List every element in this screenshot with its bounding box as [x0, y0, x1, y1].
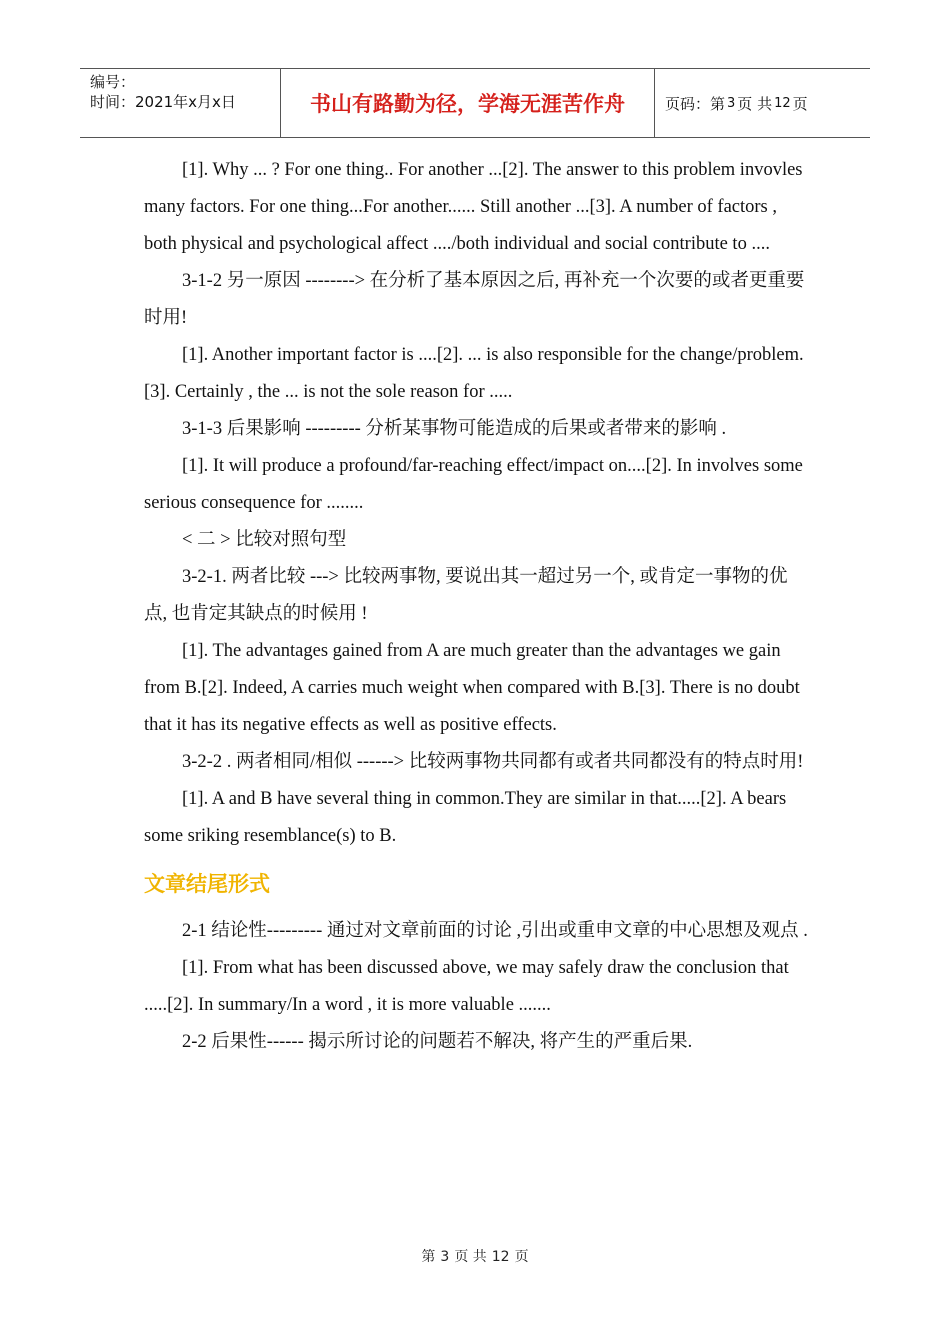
paragraph: 3-2-1. 两者比较 ---> 比较两事物, 要说出其一超过另一个, 或肯定一事物的优点, 也肯定其缺点的时候用 ! [144, 567, 788, 624]
footer-mid: 页 共 [454, 1249, 487, 1265]
paragraph: 3-1-3 后果影响 --------- 分析某事物可能造成的后果或者带来的影响 . [182, 419, 727, 439]
footer-total: 12 [491, 1249, 510, 1265]
page-suffix: 页 [792, 94, 808, 113]
footer-suffix: 页 [514, 1249, 529, 1265]
paragraph: 2-2 后果性------ 揭示所讨论的问题若不解决, 将产生的严重后果. [182, 1032, 693, 1052]
paragraph: 3-1-2 另一原因 --------> 在分析了基本原因之后, 再补充一个次要的或者更重要时用! [144, 271, 805, 328]
page-mid: 页 共 [737, 94, 773, 113]
section-heading: 文章结尾形式 [144, 872, 270, 896]
header-page-number [655, 69, 870, 137]
paragraph: 2-1 结论性--------- 通过对文章前面的讨论 ,引出或重申文章的中心思想及观点 . [182, 921, 808, 941]
document-body [144, 152, 810, 1061]
header-motto: 书山有路勤为径，学海无涯苦作舟 [281, 69, 655, 137]
paragraph: [1]. Why ... ? For one thing.. For another ...[2]. The answer to this problem invovles many factors. For one thing...For another...... Still another ...[3]. A number of factors , both physical and psychological affect ..../both individual and social contribute to .... [144, 160, 803, 254]
footer-prefix: 第 [421, 1249, 436, 1265]
paragraph: [1]. From what has been discussed above, we may safely draw the conclusion that .....[2]. In summary/In a word , it is more valuable ....... [144, 958, 789, 1015]
paragraph: [1]. The advantages gained from A are much greater than the advantages we gain from B.[2]. Indeed, A carries much weight when compared with B.[3]. There is no doubt that it has its negative effects as well as positive effects. [144, 641, 800, 735]
page-current: 3 [727, 95, 736, 111]
paragraph: [1]. Another important factor is ....[2]. ... is also responsible for the change/problem.[3]. Certainly , the ... is not the sole reason for ..... [144, 345, 804, 402]
paragraph: < 二 > 比较对照句型 [182, 530, 347, 550]
serial-label: 编号： [90, 73, 136, 91]
paragraph: [1]. It will produce a profound/far-reaching effect/impact on....[2]. In involves some serious consequence for ........ [144, 456, 803, 513]
page-prefix: 页码：第 [665, 94, 726, 113]
page-total: 12 [774, 95, 791, 111]
page-footer [0, 1246, 950, 1266]
paragraph: [1]. A and B have several thing in common.They are similar in that.....[2]. A bears some sriking resemblance(s) to B. [144, 789, 787, 846]
paragraph: 3-2-2 . 两者相同/相似 ------> 比较两事物共同都有或者共同都没有的特点时用! [182, 752, 804, 772]
header-meta [80, 69, 281, 137]
page-header [80, 68, 870, 138]
footer-current: 3 [440, 1249, 450, 1265]
date-label: 时间：2021年x月x日 [90, 93, 236, 111]
